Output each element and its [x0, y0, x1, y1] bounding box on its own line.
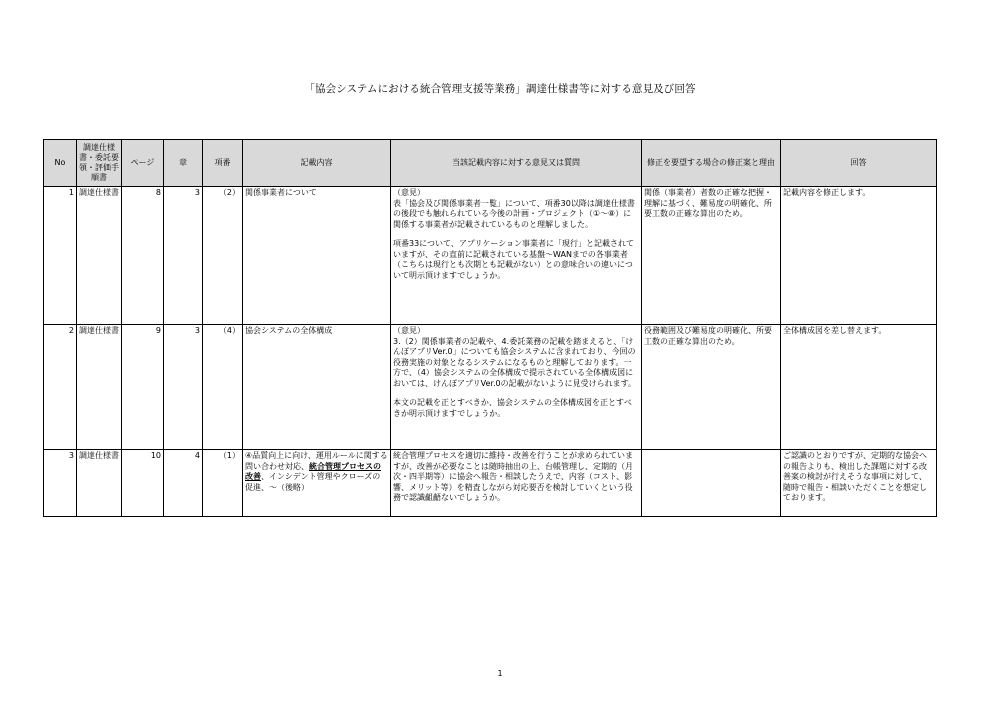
content-text: ④品質向上に向け、運用ルールに関する問い合わせ対応、 [245, 451, 388, 471]
row-content [243, 450, 391, 517]
row-page: 10 [122, 450, 164, 517]
row-page: 9 [122, 325, 164, 450]
row-answer: ご認識のとおりですが、定期的な協会への報告よりも、検出した課題に対する改善案の検討が行えそうな事項に対して、随時で報告・相談いただくことを想定しております。 [781, 450, 937, 517]
row-opinion [391, 325, 642, 450]
header-doc: 調達仕様書・委託要領・評価手順書 [77, 140, 122, 187]
content-emphasis: 統合管理プロセスの改善 [245, 461, 381, 482]
table-row [44, 450, 937, 517]
row-item: （2） [203, 187, 243, 325]
row-chapter: 3 [164, 325, 203, 450]
row-content: 関係事業者について [243, 187, 391, 325]
opinion-label: （意見） [393, 326, 425, 335]
row-no: 1 [44, 187, 77, 325]
row-no: 3 [44, 450, 77, 517]
opinion-label: （意見） [393, 188, 425, 197]
row-amendment [642, 450, 781, 517]
row-doc: 調達仕様書 [77, 187, 122, 325]
row-no: 2 [44, 325, 77, 450]
header-item: 項番 [203, 140, 243, 187]
content-text: 、インシデント管理やクローズの促進、～（後略） [245, 472, 381, 492]
opinion-text: 項番33について、アプリケーション事業者に「現行」と記載されていますが、その直前に記載されている基盤～WANまでの各事業者（こちらは現行とも次期とも記載がない）との意味合いの違いについて明示頂けますでしょうか。 [393, 239, 635, 280]
header-no: No [44, 140, 77, 187]
row-chapter: 3 [164, 187, 203, 325]
row-opinion [391, 187, 642, 325]
opinion-text: 表「協会及び関係事業者一覧」について、項番30以降は調達仕様書の後段でも触れられている今後の計画・プロジェクト（①～⑧）に関係する事業者が記載されているものと理解しました。 [393, 198, 635, 229]
row-content: 協会システムの全体構成 [243, 325, 391, 450]
header-opinion: 当該記載内容に対する意見又は質問 [391, 140, 642, 187]
row-amendment: 関係（事業者）者数の正確な把握・理解に基づく、難易度の明確化、所要工数の正確な算出のため。 [642, 187, 781, 325]
header-chapter: 章 [164, 140, 203, 187]
row-item: （1） [203, 450, 243, 517]
opinion-text: 3.（2）関係事業者の記載や、4.委託業務の記載を踏まえると、「けんぽアプリVer.0」についても協会システムに含まれており、今回の役務実施の対象となるシステムになるものと理解しております。一方で、（4）協会システムの全体構成で提示されている全体構成図においては、けんぽアプリVer.0の記載がないように見受けられます。 [393, 336, 636, 388]
header-content: 記載内容 [243, 140, 391, 187]
row-chapter: 4 [164, 450, 203, 517]
row-answer: 全体構成図を差し替えます。 [781, 325, 937, 450]
row-answer: 記載内容を修正します。 [781, 187, 937, 325]
opinion-table [43, 139, 937, 517]
header-amendment: 修正を要望する場合の修正案と理由 [642, 140, 781, 187]
header-page: ページ [122, 140, 164, 187]
document-title: 「協会システムにおける統合管理支援等業務」調達仕様書等に対する意見及び回答 [304, 83, 696, 95]
row-doc: 調達仕様書 [77, 325, 122, 450]
row-opinion: 統合管理プロセスを適切に維持・改善を行うことが求められていますが、改善が必要なことは随時抽出の上、台帳管理し、定期的（月次・四半期等）に協会へ報告・相談したうえで、内容（コスト、影響、メリット等）を精査しながら対応要否を検討していくという役務で認識齟齬ないでしょうか。 [391, 450, 642, 517]
table-row [44, 187, 937, 325]
header-row [44, 140, 937, 187]
row-item: （4） [203, 325, 243, 450]
row-amendment: 役務範囲及び難易度の明確化、所要工数の正確な算出のため。 [642, 325, 781, 450]
table-row [44, 325, 937, 450]
row-doc: 調達仕様書 [77, 450, 122, 517]
header-answer: 回答 [781, 140, 937, 187]
row-page: 8 [122, 187, 164, 325]
opinion-text: 本文の記載を正とすべきか、協会システムの全体構成図を正とすべきか明示頂けますでしょうか。 [393, 398, 632, 418]
page-number: 1 [497, 669, 503, 678]
